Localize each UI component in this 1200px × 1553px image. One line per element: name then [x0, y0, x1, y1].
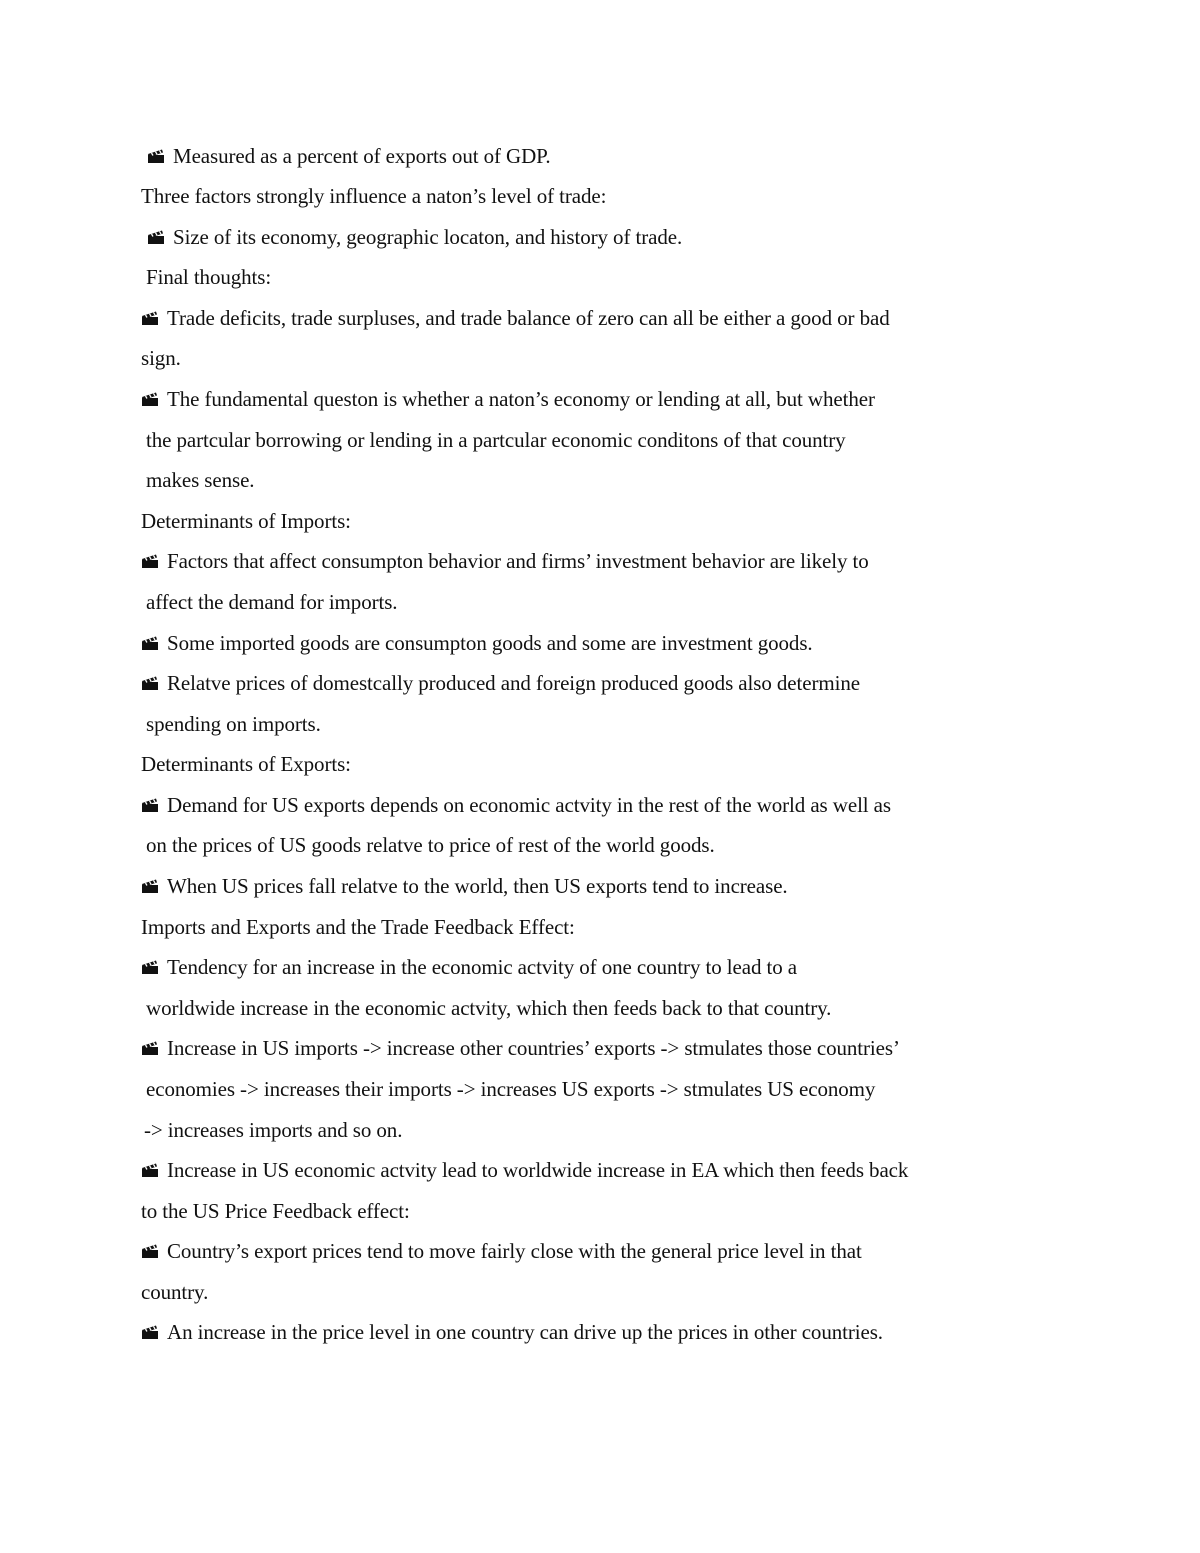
line-text: Tendency for an increase in the economic actvity of one country to lead to a: [167, 955, 798, 979]
text-line: [146, 264, 271, 290]
clapperboard-icon: [141, 553, 163, 569]
text-line: [144, 1117, 402, 1143]
line-text: Imports and Exports and the Trade Feedback Effect:: [141, 915, 575, 939]
line-text: Measured as a percent of exports out of GDP.: [173, 144, 551, 168]
line-text: Determinants of Imports:: [141, 509, 351, 533]
line-text: Three factors strongly influence a naton’s level of trade:: [141, 184, 607, 208]
text-line: [146, 589, 397, 615]
text-line: [141, 1157, 908, 1183]
text-line: [141, 386, 875, 412]
text-line: [141, 914, 575, 940]
clapperboard-icon: [141, 391, 163, 407]
clapperboard-icon: [141, 1324, 163, 1340]
line-text: to the US Price Feedback effect:: [141, 1199, 410, 1223]
text-line: [141, 1319, 883, 1345]
text-line: [141, 183, 606, 209]
line-text: Determinants of Exports:: [141, 752, 351, 776]
line-text: Country’s export prices tend to move fairly close with the general price level in that: [167, 1239, 862, 1263]
clapperboard-icon: [141, 310, 163, 326]
text-line: [141, 1238, 862, 1264]
clapperboard-icon: [147, 148, 169, 164]
line-text: on the prices of US goods relatve to price of rest of the world goods.: [146, 833, 715, 857]
text-line: [141, 345, 181, 371]
line-text: Increase in US economic actvity lead to worldwide increase in EA which then feeds back: [167, 1158, 909, 1182]
text-line: [141, 751, 351, 777]
clapperboard-icon: [141, 1162, 163, 1178]
text-line: [141, 670, 860, 696]
clapperboard-icon: [147, 229, 169, 245]
text-line: [141, 954, 797, 980]
text-line: [147, 224, 682, 250]
text-line: [141, 792, 891, 818]
text-line: [146, 427, 846, 453]
line-text: spending on imports.: [146, 712, 321, 736]
text-line: [141, 630, 813, 656]
text-line: [147, 143, 551, 169]
line-text: -> increases imports and so on.: [144, 1118, 403, 1142]
line-text: Some imported goods are consumpton goods and some are investment goods.: [167, 631, 813, 655]
clapperboard-icon: [141, 797, 163, 813]
line-text: Trade deficits, trade surpluses, and trade balance of zero can all be either a good or bad: [167, 306, 890, 330]
line-text: Final thoughts:: [146, 265, 272, 289]
clapperboard-icon: [141, 878, 163, 894]
line-text: Relatve prices of domestcally produced and foreign produced goods also determine: [167, 671, 860, 695]
line-text: worldwide increase in the economic actvity, which then feeds back to that country.: [146, 996, 832, 1020]
line-text: makes sense.: [146, 468, 255, 492]
text-line: [146, 995, 831, 1021]
clapperboard-icon: [141, 635, 163, 651]
line-text: country.: [141, 1280, 209, 1304]
text-line: [141, 873, 788, 899]
line-text: Increase in US imports -> increase other countries’ exports -> stmulates those countries’: [167, 1036, 900, 1060]
line-text: Factors that affect consumpton behavior and firms’ investment behavior are likely to: [167, 549, 869, 573]
line-text: Size of its economy, geographic locaton, and history of trade.: [173, 225, 683, 249]
clapperboard-icon: [141, 1040, 163, 1056]
text-line: [146, 1076, 875, 1102]
text-line: [141, 1198, 410, 1224]
line-text: Demand for US exports depends on economic actvity in the rest of the world as well as: [167, 793, 891, 817]
line-text: The fundamental queston is whether a naton’s economy or lending at all, but whether: [167, 387, 875, 411]
line-text: affect the demand for imports.: [146, 590, 398, 614]
text-line: [141, 508, 351, 534]
line-text: economies -> increases their imports -> increases US exports -> stmulates US economy: [146, 1077, 876, 1101]
text-line: [141, 548, 869, 574]
text-line: [146, 467, 254, 493]
text-line: [141, 1035, 900, 1061]
line-text: the partcular borrowing or lending in a partcular economic conditons of that country: [146, 428, 846, 452]
clapperboard-icon: [141, 1243, 163, 1259]
clapperboard-icon: [141, 675, 163, 691]
line-text: An increase in the price level in one country can drive up the prices in other countries.: [167, 1320, 883, 1344]
clapperboard-icon: [141, 959, 163, 975]
text-line: [146, 711, 321, 737]
line-text: sign.: [141, 346, 181, 370]
text-line: [141, 305, 890, 331]
line-text: When US prices fall relatve to the world, then US exports tend to increase.: [167, 874, 788, 898]
text-line: [146, 832, 715, 858]
text-line: [141, 1279, 208, 1305]
